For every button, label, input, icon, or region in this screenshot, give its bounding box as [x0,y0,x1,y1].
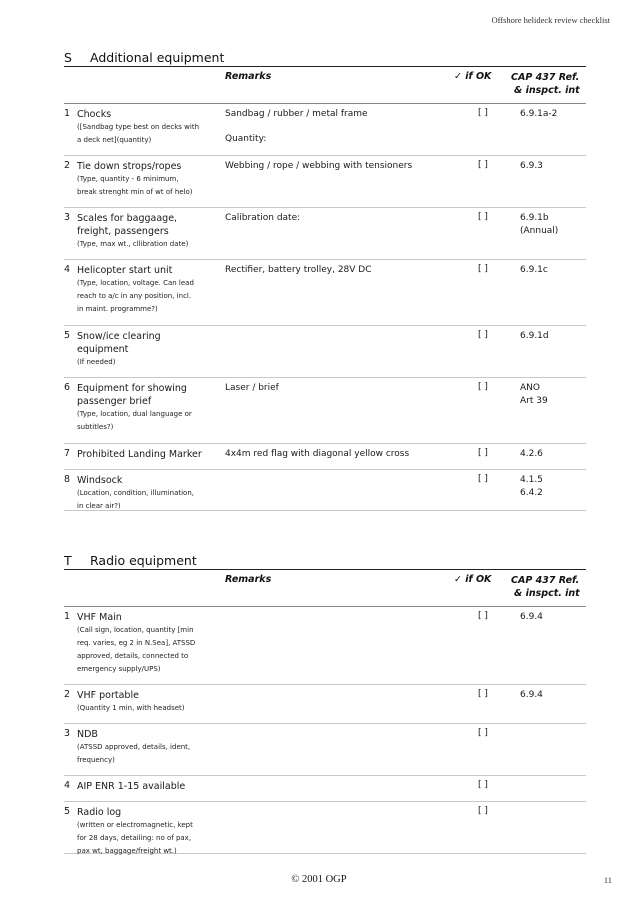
item-number: 1 [64,611,71,622]
remarks-quantity: Quantity: [225,134,267,144]
item-title: Windsock [77,475,123,486]
item-description [77,160,223,199]
item-detail: frequency) [77,756,115,764]
footer-copyright: © 2001 OGP [291,874,347,885]
cap-ref-cell [520,160,543,173]
item-number: 4 [64,780,71,791]
item-description [77,264,223,316]
cap-ref-value: 4.1.5 [520,475,543,485]
item-description [77,728,223,767]
cap-ref-value: Art 39 [520,396,548,406]
item-title: VHF Main [77,612,122,623]
section-letter: S [64,50,72,65]
item-detail: for 28 days, detailing: no of pax, [77,834,192,842]
remarks-header: Remarks [225,71,272,82]
table-row [64,378,586,444]
checkmark-icon: ✓ [454,574,462,585]
item-detail: (Call sign, location, quantity [min [77,626,194,634]
remarks-header: Remarks [225,574,272,585]
if-ok-label: if OK [465,574,492,585]
section-additional-equipment [64,50,586,511]
table-row [64,685,586,724]
cap-ref-line2: & inspct. int [514,588,580,599]
item-number: 1 [64,108,71,119]
item-title: AIP ENR 1-15 available [77,781,186,792]
ok-checkbox: [ ] [478,160,488,170]
item-number: 5 [64,806,71,817]
cap-ref-cell [520,474,543,500]
remarks-cell: Webbing / rope / webbing with tensioners [225,161,413,171]
cap-ref-value: ANO [520,383,540,393]
item-description [77,611,223,676]
item-detail: ([Sandbag type best on decks with [77,123,200,131]
item-number: 3 [64,728,71,739]
cap-ref-value: 6.4.2 [520,488,543,498]
item-number: 2 [64,689,71,700]
item-description [77,474,223,513]
item-title-cont: freight, passengers [77,226,169,237]
item-detail: subtitles?) [77,423,114,431]
remarks-cell: Rectifier, battery trolley, 28V DC [225,265,372,275]
if-ok-header [454,574,491,585]
item-title-cont: passenger brief [77,396,152,407]
item-detail: (Type, location, dual language or [77,410,192,418]
item-title: NDB [77,729,98,740]
ok-checkbox: [ ] [478,448,488,458]
section-title: Additional equipment [90,50,225,65]
table-row [64,444,586,470]
item-number: 6 [64,382,71,393]
section-title: Radio equipment [90,553,197,568]
cap-ref-value: 6.9.1d [520,331,549,341]
item-description [77,780,223,793]
item-detail: (Type, max wt., cllibration date) [77,240,189,248]
remarks-cell: Calibration date: [225,213,301,223]
item-detail: (ATSSD approved, details, ident, [77,743,191,751]
item-detail: break strenght min of wt of helo) [77,188,193,196]
table-row [64,802,586,854]
ok-checkbox: [ ] [478,264,488,274]
item-description [77,108,223,147]
running-header: Offshore helideck review checklist [491,15,610,25]
cap-ref-line2: & inspct. int [514,85,580,96]
item-title: Equipment for showing [77,383,187,394]
section-radio-equipment [64,553,586,854]
ok-checkbox: [ ] [478,780,488,790]
item-title: Prohibited Landing Marker [77,449,202,460]
section-heading [64,553,586,569]
item-title: Snow/ice clearing [77,331,161,342]
section-heading [64,50,586,66]
cap-ref-cell [520,212,558,238]
item-number: 4 [64,264,71,275]
cap-ref-value: 6.9.1a-2 [520,109,558,119]
cap-ref-value: 6.9.1c [520,265,548,275]
item-detail: in maint. programme?) [77,305,158,313]
cap-ref-value: (Annual) [520,226,559,236]
cap-ref-value: 6.9.4 [520,690,543,700]
table-row [64,260,586,326]
item-detail: req. varies, eg 2 in N.Sea], ATSSD [77,639,196,647]
item-detail: pax wt, baggage/freight wt.) [77,847,177,855]
checklist-rows [64,104,586,511]
item-detail: emergency supply/UPS) [77,665,161,673]
remarks-cell: 4x4m red flag with diagonal yellow cross [225,449,410,459]
cap-ref-value: 6.9.3 [520,161,543,171]
ok-checkbox: [ ] [478,330,488,340]
item-detail: (If needed) [77,358,116,366]
item-description [77,448,223,461]
item-detail: (Type, location, voltage. Can lead [77,279,194,287]
ok-checkbox: [ ] [478,806,488,816]
ok-checkbox: [ ] [478,212,488,222]
cap-ref-cell [520,689,543,702]
ok-checkbox: [ ] [478,728,488,738]
item-detail: a deck net](quantity) [77,136,152,144]
item-detail: in clear air?) [77,502,121,510]
table-row [64,724,586,776]
table-row [64,776,586,802]
ok-checkbox: [ ] [478,611,488,621]
page-number: 11 [603,875,612,885]
item-detail: approved, details, connected to [77,652,189,660]
cap-ref-cell [520,448,543,461]
ok-checkbox: [ ] [478,108,488,118]
item-detail: (written or electromagnetic, kept [77,821,193,829]
cap-ref-cell [520,330,549,343]
item-detail: reach to a/c in any position, incl. [77,292,192,300]
table-row [64,208,586,260]
item-title: Radio log [77,807,122,818]
if-ok-label: if OK [465,71,492,82]
item-number: 8 [64,474,71,485]
cap-ref-header [511,71,580,97]
cap-ref-line1: CAP 437 Ref. [511,72,580,83]
item-title: Chocks [77,109,112,120]
item-description [77,689,223,715]
cap-ref-cell [520,611,543,624]
if-ok-header [454,71,491,82]
item-number: 7 [64,448,71,459]
remarks-cell: Sandbag / rubber / metal frame [225,109,368,119]
checklist-rows [64,607,586,854]
item-number: 2 [64,160,71,171]
cap-ref-cell [520,264,548,277]
column-header-row [64,570,586,607]
item-detail: (Location, condition, illumination, [77,489,194,497]
cap-ref-cell [520,382,548,408]
ok-checkbox: [ ] [478,382,488,392]
cap-ref-value: 4.2.6 [520,449,543,459]
item-description [77,382,223,434]
cap-ref-cell [520,108,557,121]
table-row [64,156,586,208]
table-row [64,470,586,511]
section-letter: T [64,553,72,568]
item-title: Helicopter start unit [77,265,173,276]
checkmark-icon: ✓ [454,71,462,82]
cap-ref-value: 6.9.1b [520,213,549,223]
item-title: Tie down strops/ropes [77,161,182,172]
item-number: 5 [64,330,71,341]
cap-ref-line1: CAP 437 Ref. [511,575,580,586]
item-title: Scales for baggaage, [77,213,178,224]
item-title-cont: equipment [77,344,129,355]
item-number: 3 [64,212,71,223]
table-row [64,607,586,685]
item-description [77,330,223,369]
cap-ref-value: 6.9.4 [520,612,543,622]
ok-checkbox: [ ] [478,689,488,699]
table-row [64,326,586,378]
item-detail: (Quantity 1 min, with headset) [77,704,185,712]
item-detail: (Type, quantity - 6 minimum, [77,175,179,183]
item-description [77,212,223,251]
remarks-cell: Laser / brief [225,383,279,393]
ok-checkbox: [ ] [478,474,488,484]
table-row [64,104,586,156]
column-header-row [64,67,586,104]
cap-ref-header [511,574,580,600]
item-description [77,806,223,858]
item-title: VHF portable [77,690,139,701]
